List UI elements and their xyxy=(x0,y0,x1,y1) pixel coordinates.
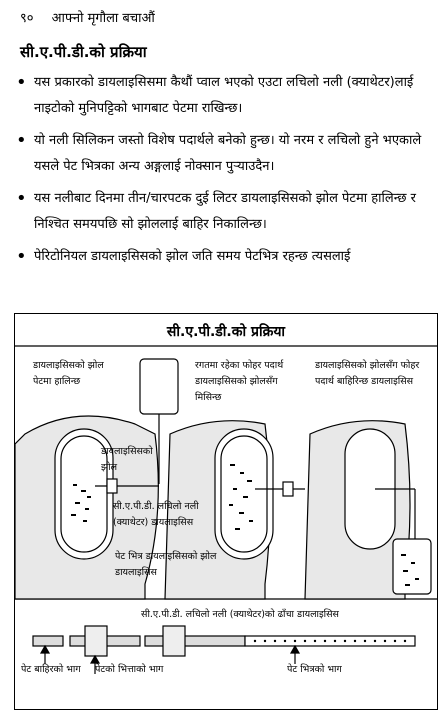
label-wall: पेटको भित्ताको भाग xyxy=(95,664,164,675)
label-bag: डायलाइसिसको झोल xyxy=(101,446,153,473)
bullet-item: • यो नली सिलिकन जस्तो विशेष पदार्थले बनेको हुन्छ। यो नरम र लचिलो हुने भएकाले यसले पेट भित्रका अन्य अङ्गलाई नोक्सान पुऱ्याउदैन। xyxy=(8,128,438,180)
catheter-diagram xyxy=(33,626,415,656)
catheter-caption: सी.ए.पी.डी. लचिलो नली (क्याथेटर)को ढाँचा डायलाइसिस xyxy=(141,609,339,620)
bullet-item: • यस नलीबाट दिनमा तीन/चारपटक दुई लिटर डायलाइसिसको झोल पेटमा हालिन्छ र निश्चित समयपछि सो झोललाई बाहिर निकालिन्छ। xyxy=(8,186,438,238)
book-title: आफ्नो मृगौला बचाऔं xyxy=(51,11,155,26)
page-header xyxy=(20,8,169,26)
label-fill: डायलाइसिसको झोल पेटमा हालिन्छ xyxy=(33,360,104,387)
page-number: ९० xyxy=(20,11,34,26)
bullet-item: • यस प्रकारको डायलाइसिसमा कैथौं प्वाल भएको एउटा लचिलो नली (क्याथेटर)लाई नाइटोको मुनिपट्टिको भागबाट पेटमा राखिन्छ। xyxy=(8,70,438,122)
figure-title: सी.ए.पी.डी.को प्रक्रिया xyxy=(166,324,286,340)
label-outside: पेट बाहिरको भाग xyxy=(21,664,81,675)
label-panel3: डायलाइसिसको झोलसँग फोहर पदार्थ बाहिरिन्छ डायलाइसिस xyxy=(315,360,420,387)
label-abdomen: पेट भित्र डायलाइसिसको झोल डायलाइसिस xyxy=(115,551,217,578)
bullet-list xyxy=(8,70,438,276)
section-title: सी.ए.पी.डी.को प्रक्रिया xyxy=(20,43,147,61)
label-inside: पेट भित्रको भाग xyxy=(287,664,342,675)
label-panel2: रगतमा रहेका फोहर पदार्थ डायलाइसिसको झोलसँग मिसिन्छ xyxy=(195,360,284,403)
label-catheter: सी.ए.पी.डी. लचिलो नली (क्याथेटर) डायलाइसिस xyxy=(113,501,199,528)
bullet-item: • पेरिटोनियल डायलाइसिसको झोल जति समय पेटभित्र रहन्छ त्यसलाई xyxy=(8,244,438,270)
capd-figure xyxy=(14,313,438,710)
